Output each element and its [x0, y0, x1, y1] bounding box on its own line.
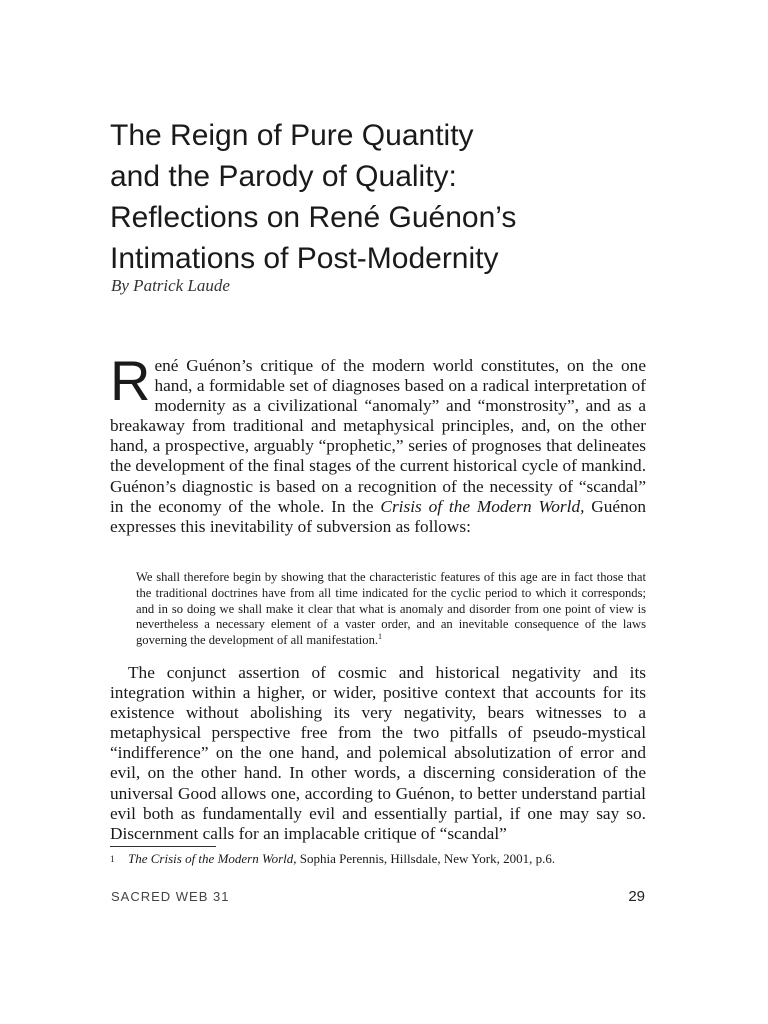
- footnote-book-title: The Crisis of the Modern World: [128, 851, 294, 866]
- byline: By Patrick Laude: [111, 276, 230, 295]
- paragraph-2: The conjunct assertion of cosmic and historical negativity and its integration within a higher, or wider, positive context that accounts for its existence without abolishing its very negativity, bears witnesses to a metaphysical perspective free from the two pitfalls of pseudo-mystical “indifference” on the one hand, and polemical absolutization of error and evil, on the other hand. In other words, a discerning consideration of the universal Good allows one, according to Guénon, to better understand partial evil both as fundamentally evil and essentially partial, if one may say so. Discernment calls for an implacable critique of “scandal”: [110, 663, 646, 843]
- title-line: and the Parody of Quality:: [110, 160, 457, 193]
- footnote-citation: , Sophia Perennis, Hillsdale, New York, 2001, p.6.: [293, 851, 556, 866]
- paragraph-1: [110, 349, 647, 537]
- title-line: Intimations of Post-Modernity: [110, 242, 499, 275]
- quote-text: We shall therefore begin by showing that the characteristic features of this age are in fact those that the traditional doctrines have from all time indicated for the cyclic period to which it corresponds; and in so doing we shall make it clear that what is anomaly and disorder from one point of view is nevertheless a necessary element of a vaster order, and an inevitable consequence of the laws governing the development of all manifestation.: [136, 570, 646, 648]
- title-line: The Reign of Pure Quantity: [110, 119, 474, 152]
- article-title: [110, 115, 670, 279]
- footnote-divider: [110, 846, 216, 847]
- journal-footer: SACRED WEB 31: [111, 889, 230, 904]
- footnote-number: 1: [110, 854, 115, 864]
- drop-cap: R: [110, 349, 151, 412]
- paragraph-1-text-b: Guénon expresses this inevitability of subversion as follows:: [110, 496, 646, 536]
- footnote-reference[interactable]: 1: [378, 632, 383, 641]
- paragraph-1-text-a: ené Guénon’s critique of the modern world constitutes, on the one hand, a formidable set of diagnoses based on a radical interpretation of modernity as a civilizational “anomaly” and “monstrosity”, and as a breakaway from traditional and metaphysical principles, and, on the other hand, a prospective, arguably “prophetic,” series of prognoses that delineates the development of the final stages of the current historical cycle of mankind. Guénon’s diagnostic is based on a recognition of the necessity of “scandal” in the economy of the whole. In the: [110, 356, 647, 516]
- page-number: 29: [628, 888, 645, 905]
- block-quote: [136, 570, 646, 649]
- footnote: [110, 851, 670, 867]
- book-title-italic: Crisis of the Modern World,: [380, 496, 585, 516]
- title-line: Reflections on René Guénon’s: [110, 201, 517, 234]
